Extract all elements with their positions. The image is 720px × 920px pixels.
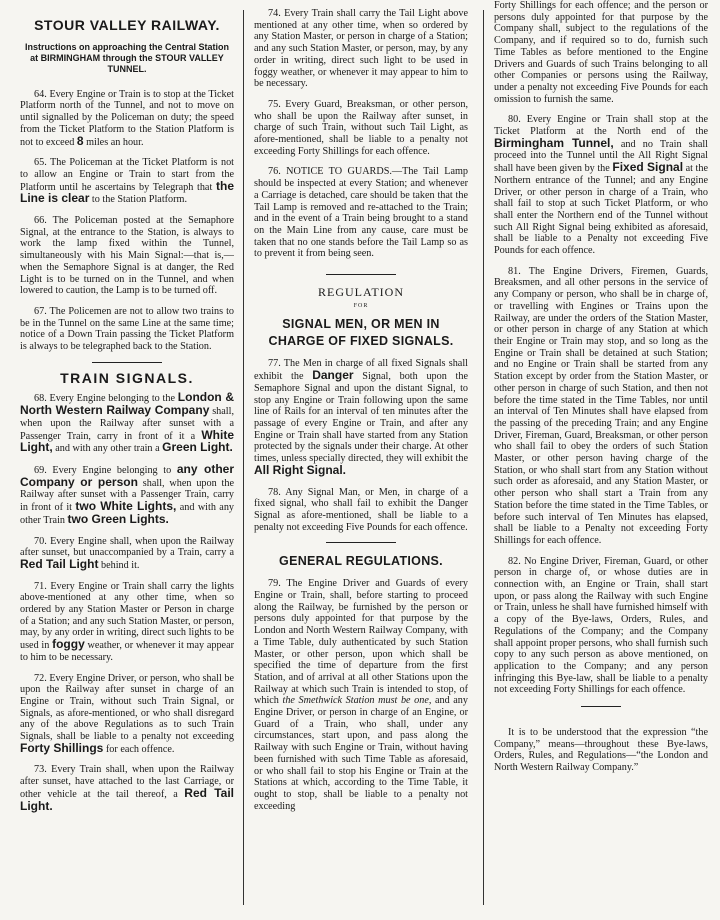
rule-73: 73. Every Train shall, when upon the Railway after sunset, have attached to the last Carriage, or other vehicle at the tail thereof, a Red Tail Light.: [20, 764, 234, 813]
closing-note: It is to be understood that the expression “the Company,” means—throughout these Bye-laws, Orders, Rules, and Regulations—“the London and North Western Railway Company.”: [494, 727, 708, 774]
rule-77: 77. The Men in charge of all fixed Signals shall exhibit the Danger Signal, both upon the Semaphore Signal and upon the distant Signal, to stop any Engine or Train following upon the same line of Rails for an interval of ten minutes after the passage of every Engine or Train, and after any Engine or Train shall have started from any Station protected by the signals under their charge. At other times, unless specially directed, they will exhibit the All Right Signal.: [254, 358, 469, 477]
divider-rule: [92, 362, 162, 363]
rule-80: 80. Every Engine or Train shall stop at the Ticket Platform at the North end of the Birmingham Tunnel, and no Train shall proceed into the Tunnel until the All Right Signal shall have been given by the Fixed Signal at the Northern entrance of the Tunnel; and any Engine Driver, or other person in charge of a Train, who shall fail to stop at such Ticket Platform, or who shall enter the Northern end of the Tunnel without such All Right Signal being exhibited as aforesaid, shall be liable to a Penalty not exceeding Five Pounds for each offence.: [494, 114, 709, 257]
rule-82: 82. No Engine Driver, Fireman, Guard, or other person in charge of, or whose duties are in connection with, an Engine or Train, shall start upon, or pass along the Railway with such Engine or Train, unless he shall have furnished himself with a copy of the Bye-laws, Orders, Rules, and Regulations of the Company; and the Company shall appoint proper persons, who shall furnish such copy to any such person as above mentioned, on application to the Company; and any person infringing this Bye-law, shall be liable to a penalty not exceeding Forty Shillings for each offence.: [494, 555, 708, 696]
section-subheading: Instructions on approaching the Central Station at BIRMINGHAM through the STOUR VALLEY TUNNEL.: [24, 41, 229, 74]
rule-69: 69. Every Engine belonging to any other Company or person shall, when upon the Railway after sunset with a Passenger Train, carry in front of it two White Lights, and with any other Train two Green Lights.: [20, 461, 235, 526]
divider-rule: [326, 542, 396, 543]
column-divider: [243, 10, 244, 905]
column-divider: [483, 10, 484, 905]
rule-70: 70. Every Engine shall, when upon the Railway after sunset, but unaccompanied by a Train, carry a Red Tail Light behind it.: [20, 535, 234, 571]
rule-78: 78. Any Signal Man, or Men, in charge of a fixed signal, who shall fail to exhibit the Danger Signal as afore-mentioned, shall be liable to a penalty not exceeding Five Pounds for each offence.: [254, 486, 468, 533]
rule-75: 75. Every Guard, Breaksman, or other person, who shall be upon the Railway after sunset, in charge of such Train, without such Tail Light, as afore-mentioned, shall be liable to a penalty not exceeding Forty Shillings for each offence.: [254, 98, 468, 157]
rule-79-continued: Forty Shillings for each offence; and the person or persons duly appointed for that purpose by the Company shall, subject to the regulations of the Company, and if required so to do, furnish such Time Tables as before mentioned to the Engine Drivers and Guards of such Trains belonging to all other Companies or persons using the Railway, under a penalty not exceeding Five Pounds for each omission to furnish the same.: [494, 0, 708, 105]
rule-79: 79. The Engine Driver and Guards of every Engine or Train, shall, before starting to proceed along the Railway, be furnished by the person or persons duly appointed for that purpose by the London and North Western Railway Company, with a Time Table, duly authenticated by such Station Master, or other person, upon which shall be specified the time of departure from the first Station, and of arrival at all other Stations upon the Railway at which such Train is intended to stop, of which the Smethwick Station must be one, and any Engine Driver, or person in charge of an Engine, or Guard of a Train, who shall, under any circumstances, start upon, and pass along the Railway with such Engine or Train, without having been furnished with such Time Table as aforesaid, or who shall fail to stop his Engine or Train at the Stations at which, according to the Time Table, it ought to stop, shall be liable to a penalty not exceeding: [254, 578, 468, 812]
regulation-label: REGULATION: [318, 285, 404, 300]
divider-rule: [581, 706, 621, 707]
rule-64: 64. Every Engine or Train is to stop at the Ticket Platform north of the Tunnel, and not to move on until signalled by the Policeman on duty; the speed from the Ticket Platform to the Station Platform is not to exceed 8 miles an hour.: [20, 88, 234, 148]
rule-72: 72. Every Engine Driver, or person, who shall be upon the Railway after sunset in charge of an Engine or Train, without such Train Signal, or Signals, as afore-mentioned, or who shall disregard any of the above Regulations as to such Train Signals, shall be liable to a penalty not exceeding Forty Shillings for each offence.: [20, 672, 234, 755]
rule-71: 71. Every Engine or Train shall carry the lights above-mentioned at any other time, when so ordered by any Station Master or Person in charge of a Station; and any such Station Master, or person, may, by any order in writing, direct such lights to be used in foggy weather, or whenever it may appear to him to be necessary.: [20, 580, 234, 663]
section-heading-signal-men: SIGNAL MEN, OR MEN IN CHARGE OF FIXED SIGNALS.: [268, 317, 454, 349]
column-middle: [254, 8, 468, 821]
rule-74: 74. Every Train shall carry the Tail Light above mentioned at any other time, when so ordered by any Station Master, or person in charge of a Station; and any such Station Master, or person, may, by any order in writing, direct such light to be used in foggy weather, or whenever it may appear to him to be necessary.: [254, 8, 468, 90]
column-right: [494, 0, 708, 783]
rule-68: 68. Every Engine belonging to the London & North Western Railway Company shall, when upon the Railway after sunset with a Passenger Train, carry in front of it a White Light, and with any other train a Green Light.: [20, 390, 235, 455]
rule-65: 65. The Policeman at the Ticket Platform is not to allow an Engine or Train to start from the Platform until he ascertains by Telegraph that the Line is clear to the Station Platform.: [20, 157, 234, 206]
section-heading-general-regulations: GENERAL REGULATIONS.: [279, 554, 443, 569]
rule-81: 81. The Engine Drivers, Firemen, Guards, Breaksmen, and all other persons in the service of any Company or person, who shall be in charge of, or travelling with Engines or Trains upon the Railway, are under the orders of the Station Master, or other person in charge of any Station at which their Engine or Train may stop, and so long as the Engine or Train shall be detained at such Station; and no Engine or Train shall be started from any Station except by order from the Station Master, or other person in charge of such Station, and then not before the time stated in the Time Tables, nor until an interval of Ten Minutes shall have elapsed from the passing of the preceding Train; and any Engine Driver, Fireman, Guard, Breaksman, or other person who shall fail to obey the orders of such Station Master, or other person having charge of the Station, or who shall start from any Station without such order as aforesaid, and any Station Master, or other person who shall start a Train from any Station before the time stated in the Time Tables, or before such interval of Ten Minutes has elapsed, shall be liable to a Penalty not exceeding Forty Shillings for each offence.: [494, 265, 708, 546]
rule-66: 66. The Policeman posted at the Semaphore Signal, at the entrance to the Station, is always to work the lamp fixed within the Tunnel, simultaneously with his Main Signal:—that is,—when the Semaphore Signal is at danger, the Red Light is to be turned on in the Tunnel, and when lowered to caution, the Lamp is to be turned off.: [20, 215, 234, 297]
divider-rule: [326, 274, 396, 275]
for-label: FOR: [353, 302, 369, 309]
rule-76: 76. NOTICE TO GUARDS.—The Tail Lamp should be inspected at every Station; and whenever a Carriage is detached, care should be taken that the Tail Lamp is removed and re-attached to the Train; and in the event of a Train being brought to a stand on the Main Line from any cause, care must be taken that no one stands before the Tail Lamp so as to prevent it from being seen.: [254, 166, 468, 260]
section-heading-train-signals: TRAIN SIGNALS.: [60, 369, 194, 386]
rule-67: 67. The Policemen are not to allow two trains to be in the Tunnel on the same Line at the same time; notice of a Down Train passing the Ticket Platform is always to be telegraphed back to the Station.: [20, 305, 234, 353]
page-title: STOUR VALLEY RAILWAY.: [34, 17, 220, 33]
column-left: [20, 8, 234, 822]
